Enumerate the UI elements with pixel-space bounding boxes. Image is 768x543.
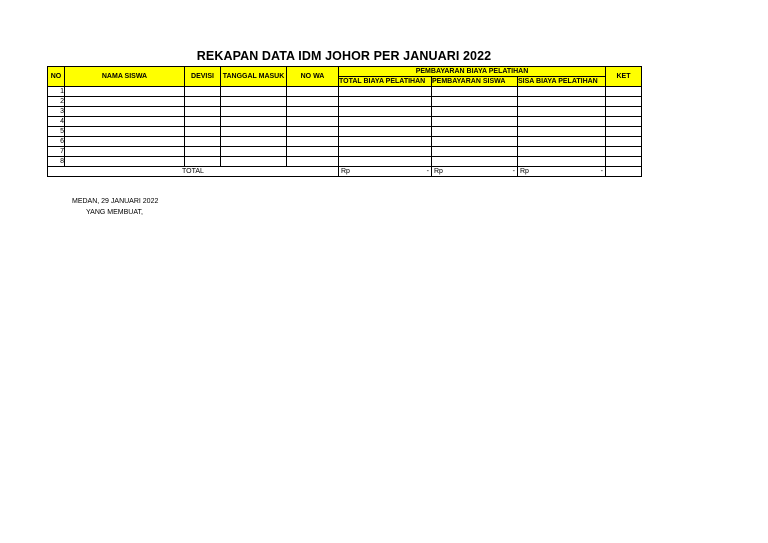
cell-ket[interactable] xyxy=(606,127,642,137)
table-row xyxy=(48,137,642,147)
cell-pembayaran-siswa[interactable] xyxy=(432,137,518,147)
header-no: NO xyxy=(48,67,65,87)
cell-no[interactable]: 3 xyxy=(48,107,65,117)
header-tanggal-masuk: TANGGAL MASUK xyxy=(221,67,287,87)
cell-tanggal-masuk[interactable] xyxy=(221,97,287,107)
cell-pembayaran-siswa[interactable] xyxy=(432,87,518,97)
header-ket: KET xyxy=(606,67,642,87)
cell-total-biaya[interactable] xyxy=(339,127,432,137)
cell-tanggal-masuk[interactable] xyxy=(221,117,287,127)
cell-total-biaya[interactable] xyxy=(339,157,432,167)
total-pembayaran-cell[interactable] xyxy=(432,167,518,177)
cell-tanggal-masuk[interactable] xyxy=(221,87,287,97)
cell-ket[interactable] xyxy=(606,157,642,167)
cell-total-biaya[interactable] xyxy=(339,147,432,157)
cell-sisa-biaya[interactable] xyxy=(518,87,606,97)
cell-nama-siswa[interactable] xyxy=(65,137,185,147)
total-biaya-cell[interactable] xyxy=(339,167,432,177)
total-label: TOTAL xyxy=(48,167,339,177)
cell-tanggal-masuk[interactable] xyxy=(221,157,287,167)
header-total-biaya: TOTAL BIAYA PELATIHAN xyxy=(339,77,432,87)
cell-ket[interactable] xyxy=(606,87,642,97)
cell-nama-siswa[interactable] xyxy=(65,117,185,127)
total-biaya-value: - xyxy=(426,168,429,175)
cell-no-wa[interactable] xyxy=(287,117,339,127)
header-pembayaran-group: PEMBAYARAN BIAYA PELATIHAN xyxy=(339,67,606,77)
rekapan-table xyxy=(47,66,642,177)
cell-sisa-biaya[interactable] xyxy=(518,107,606,117)
cell-pembayaran-siswa[interactable] xyxy=(432,127,518,137)
cell-no[interactable]: 6 xyxy=(48,137,65,147)
total-pembayaran-value: - xyxy=(512,168,515,175)
cell-devisi[interactable] xyxy=(185,147,221,157)
cell-devisi[interactable] xyxy=(185,107,221,117)
table-row xyxy=(48,117,642,127)
cell-no-wa[interactable] xyxy=(287,107,339,117)
cell-nama-siswa[interactable] xyxy=(65,127,185,137)
cell-tanggal-masuk[interactable] xyxy=(221,107,287,117)
cell-pembayaran-siswa[interactable] xyxy=(432,107,518,117)
cell-no[interactable]: 8 xyxy=(48,157,65,167)
cell-no[interactable]: 1 xyxy=(48,87,65,97)
cell-total-biaya[interactable] xyxy=(339,117,432,127)
cell-tanggal-masuk[interactable] xyxy=(221,137,287,147)
cell-nama-siswa[interactable] xyxy=(65,157,185,167)
cell-sisa-biaya[interactable] xyxy=(518,137,606,147)
total-sisa-value: - xyxy=(600,168,603,175)
cell-ket[interactable] xyxy=(606,147,642,157)
cell-tanggal-masuk[interactable] xyxy=(221,147,287,157)
cell-pembayaran-siswa[interactable] xyxy=(432,147,518,157)
cell-no-wa[interactable] xyxy=(287,97,339,107)
cell-no[interactable]: 4 xyxy=(48,117,65,127)
currency-label: Rp xyxy=(341,168,350,175)
header-devisi: DEVISI xyxy=(185,67,221,87)
cell-total-biaya[interactable] xyxy=(339,107,432,117)
cell-no[interactable]: 5 xyxy=(48,127,65,137)
cell-nama-siswa[interactable] xyxy=(65,107,185,117)
cell-sisa-biaya[interactable] xyxy=(518,97,606,107)
cell-total-biaya[interactable] xyxy=(339,97,432,107)
cell-ket[interactable] xyxy=(606,107,642,117)
sheet-title: REKAPAN DATA IDM JOHOR PER JANUARI 2022 xyxy=(196,49,492,63)
total-row xyxy=(48,167,642,177)
cell-nama-siswa[interactable] xyxy=(65,147,185,157)
cell-ket[interactable] xyxy=(606,137,642,147)
header-row-1 xyxy=(48,67,642,77)
cell-devisi[interactable] xyxy=(185,117,221,127)
cell-sisa-biaya[interactable] xyxy=(518,127,606,137)
table-row xyxy=(48,97,642,107)
table-row xyxy=(48,107,642,117)
total-ket-cell[interactable] xyxy=(606,167,642,177)
cell-sisa-biaya[interactable] xyxy=(518,147,606,157)
footer-signer: YANG MEMBUAT, xyxy=(86,209,143,216)
cell-no-wa[interactable] xyxy=(287,147,339,157)
cell-no-wa[interactable] xyxy=(287,87,339,97)
header-nama-siswa: NAMA SISWA xyxy=(65,67,185,87)
cell-devisi[interactable] xyxy=(185,137,221,147)
cell-devisi[interactable] xyxy=(185,97,221,107)
footer-place-date: MEDAN, 29 JANUARI 2022 xyxy=(72,198,159,205)
cell-total-biaya[interactable] xyxy=(339,87,432,97)
header-sisa-biaya: SISA BIAYA PELATIHAN xyxy=(518,77,606,87)
cell-total-biaya[interactable] xyxy=(339,137,432,147)
table-row xyxy=(48,147,642,157)
cell-pembayaran-siswa[interactable] xyxy=(432,157,518,167)
total-sisa-cell[interactable] xyxy=(518,167,606,177)
cell-devisi[interactable] xyxy=(185,87,221,97)
cell-nama-siswa[interactable] xyxy=(65,97,185,107)
cell-sisa-biaya[interactable] xyxy=(518,117,606,127)
cell-devisi[interactable] xyxy=(185,157,221,167)
cell-no-wa[interactable] xyxy=(287,137,339,147)
table-row xyxy=(48,87,642,97)
table-row xyxy=(48,157,642,167)
cell-no-wa[interactable] xyxy=(287,157,339,167)
currency-label: Rp xyxy=(434,168,443,175)
cell-no[interactable]: 7 xyxy=(48,147,65,157)
cell-pembayaran-siswa[interactable] xyxy=(432,117,518,127)
cell-no-wa[interactable] xyxy=(287,127,339,137)
header-no-wa: NO WA xyxy=(287,67,339,87)
cell-pembayaran-siswa[interactable] xyxy=(432,97,518,107)
header-pembayaran-siswa: PEMBAYARAN SISWA xyxy=(432,77,518,87)
cell-no[interactable]: 2 xyxy=(48,97,65,107)
cell-ket[interactable] xyxy=(606,117,642,127)
cell-nama-siswa[interactable] xyxy=(65,87,185,97)
cell-sisa-biaya[interactable] xyxy=(518,157,606,167)
currency-label: Rp xyxy=(520,168,529,175)
cell-devisi[interactable] xyxy=(185,127,221,137)
cell-tanggal-masuk[interactable] xyxy=(221,127,287,137)
cell-ket[interactable] xyxy=(606,97,642,107)
table-row xyxy=(48,127,642,137)
